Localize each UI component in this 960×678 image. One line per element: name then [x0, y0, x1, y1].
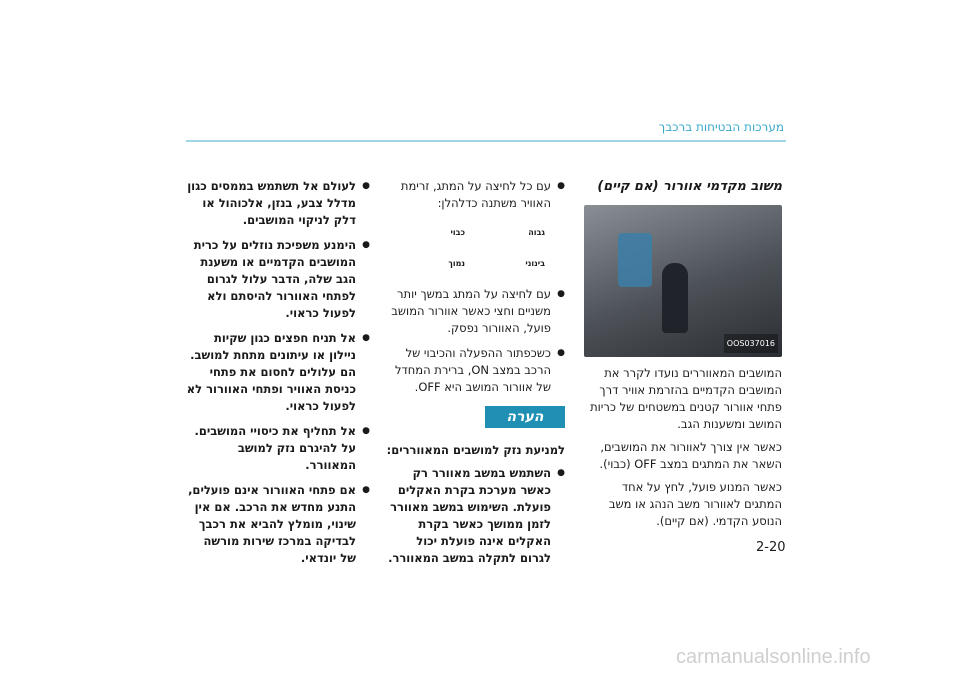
page-number: 2-20: [756, 540, 786, 555]
watermark: carmanualsonline.info: [676, 646, 871, 668]
ventilated-seat-switch-photo: [584, 205, 782, 357]
level-label: בינוני: [525, 259, 545, 268]
bullet-item: ● השתמש במשב מאוורר רק כאשר מערכת בקרת האקלים פועלת. השימוש במשב מאוורר לזמן ממושך כאשר בקרת האקלים אינה פועלת יכול לגרום לתקלה במשב המאוורר.: [385, 465, 565, 567]
right-column: [582, 178, 782, 536]
airflow-level-labels: [385, 224, 565, 272]
bullet-list: [385, 286, 565, 396]
bullet-item: ● אל תניח חפצים כגון שקיות ניילון או עיתונים מתחת למושב. הם עלולים לחסום את פתחי כניסת האוויר ופתחי האוורור לא לפעול כראוי.: [185, 330, 370, 415]
middle-column: [385, 178, 565, 575]
section-header-title: מערכות הבטיחות ברכבך: [658, 120, 784, 134]
photo-code: OOS037016: [724, 334, 778, 353]
seat-switch-highlight: [618, 233, 652, 287]
section-title: משוב מקדמי אוורור (אם קיים): [597, 179, 782, 194]
bullet-item: ● עם כל לחיצה על המתג, זרימת האוויר משתנה כדלהלן:: [385, 178, 565, 212]
bullet-list: [185, 178, 370, 567]
level-label: כבוי: [450, 228, 465, 237]
bullet-item: ● לעולם אל תשתמש בממסים כגון מדלל צבע, בנזן, אלכוהול או דלק לניקוי המושבים.: [185, 178, 370, 229]
bullet-item: ● אל תחליף את כיסויי המושבים. על להיגרם נזק למושב המאוורר.: [185, 423, 370, 474]
header-divider: [186, 140, 786, 142]
left-column: [185, 178, 370, 575]
bullet-list: [385, 178, 565, 212]
paragraph: כאשר המנוע פועל, לחץ על אחד המתגים לאוורור משב הנהג או משב הנוסע הקדמי. (אם קיים).: [608, 480, 782, 528]
note-heading: למניעת נזק למושבים המאווררים:: [386, 443, 565, 457]
bullet-item: ● הימנע משפיכת נוזלים על כרית המושבים הקדמיים או משענת הגב שלה, הדבר עלול לגרום לפתחי האוורור להיסתם ולא לפעול כראוי.: [185, 237, 370, 322]
bullet-item: ● עם לחיצה על המתג במשך יותר משניים וחצי כאשר אוורור המושב פועל, האוורור נפסק.: [385, 286, 565, 337]
bullet-list: [385, 465, 565, 567]
level-label: גבוה: [528, 228, 545, 237]
paragraph: המושבים המאווררים נועדו לקרר את המושבים הקדמיים בהזרמת אוויר דרך פתחי אוורור קטנים במשטחים של כריות המושב ומשענות הגב.: [590, 366, 782, 431]
bullet-item: ● כשכפתור ההפעלה והכיבוי של הרכב במצב ON, ברירת המחדל של אוורור המושב היא OFF.: [385, 345, 565, 396]
level-label: נמוך: [448, 259, 465, 268]
bullet-item: ● אם פתחי האוורור אינם פועלים, התנע מחדש את הרכב. אם אין שינוי, מומלץ להביא את רכבך לבדיקה במרכז שירות מורשה של יונדאי.: [185, 482, 370, 567]
note-badge: הערה: [485, 406, 565, 428]
gear-lever: [662, 263, 688, 333]
paragraph: כאשר אין צורך לאוורור את המושבים, השאר את המתגים במצב OFF (כבוי).: [599, 440, 782, 471]
